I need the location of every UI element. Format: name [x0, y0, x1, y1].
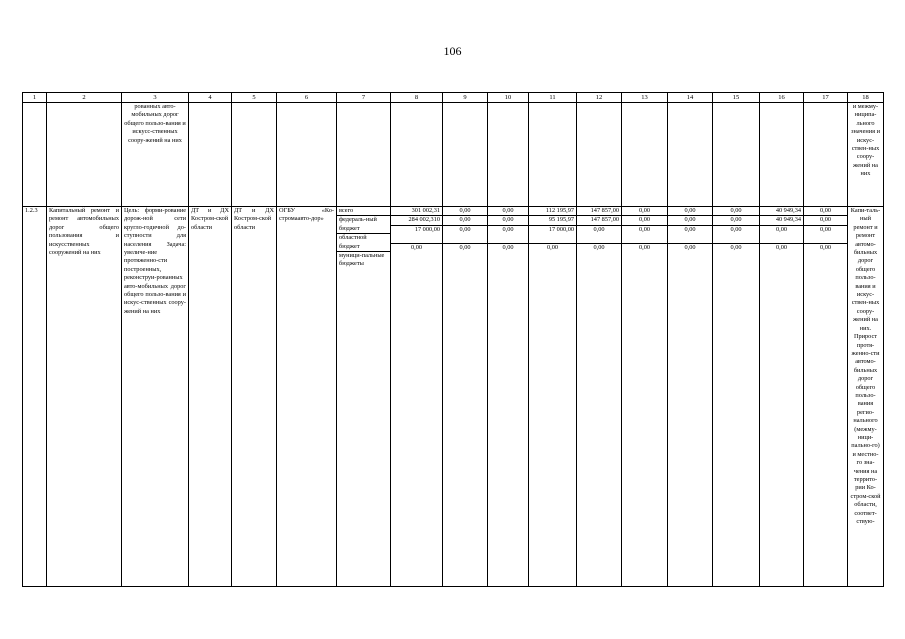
col-header: 14 [668, 93, 713, 103]
col-header: 3 [122, 93, 189, 103]
executor-cell: ДТ и ДХ Костром-ской области [189, 207, 232, 587]
amount-municipal: 0,00 [730, 243, 742, 251]
amount-regional: 0,00 [622, 226, 667, 244]
amount-municipal: 0,00 [502, 243, 514, 251]
amount-federal: 0,00 [804, 216, 847, 225]
amount-regional: 0,00 [713, 226, 759, 244]
amount-total: 301 002,31 [391, 207, 442, 216]
amount-regional: 0,00 [577, 226, 621, 244]
amount-federal: 0,00 [622, 216, 667, 225]
amount-federal: 0,00 [713, 216, 759, 225]
amount-federal: 40 949,34 [760, 216, 803, 225]
col-header: 15 [713, 93, 760, 103]
col-header: 5 [232, 93, 277, 103]
col-header: 16 [760, 93, 804, 103]
result-cell-continued: и межму-ниципа-льного значения и искус-ствен-ных соору-жений на них [848, 103, 884, 207]
amount-federal: 0,00 [668, 216, 712, 225]
amount-regional: 0,00 [804, 226, 847, 244]
amount-federal: 147 857,00 [577, 216, 621, 225]
col-header: 7 [337, 93, 391, 103]
table-row [23, 207, 884, 587]
amount-municipal: 0,00 [410, 243, 423, 251]
amount-federal: 0,00 [443, 216, 487, 225]
amount-col10 [488, 207, 529, 587]
amount-col8 [391, 207, 443, 587]
amount-federal: 95 195,97 [529, 216, 576, 225]
source-total: всего [337, 207, 390, 216]
amount-federal: 284 002,310 [391, 216, 442, 225]
recipient-cell: ОГБУ «Ко-стромаавто-дор» [277, 207, 337, 587]
amount-municipal: 0,00 [593, 243, 605, 251]
amount-col16 [760, 207, 804, 587]
amount-regional: 0,00 [443, 226, 487, 244]
col-header: 6 [277, 93, 337, 103]
amount-municipal: 0,00 [819, 243, 832, 251]
amount-col12 [577, 207, 622, 587]
col-header: 18 [848, 93, 884, 103]
amount-municipal: 0,00 [775, 243, 788, 251]
table-row [23, 103, 884, 207]
amount-col11 [529, 207, 577, 587]
goal-cell: Цель: форми-рование дорож-ной сети кругло-годичной до-ступности для населения Задача: увеличе-ние протяженно-сти построенных, реконструи-рованных авто-мобильных дорог общего пользо-вания и искус-ственных соору-жений на них [122, 207, 189, 587]
amount-total: 147 857,00 [577, 207, 621, 216]
amount-total: 40 949,34 [760, 207, 803, 216]
amount-col9 [443, 207, 488, 587]
amount-federal: 0,00 [488, 216, 528, 225]
source-regional: областной бюджет [337, 234, 390, 252]
amount-total: 0,00 [488, 207, 528, 216]
funding-sources [337, 207, 391, 587]
amount-municipal: 0,00 [684, 243, 696, 251]
amount-regional: 17 000,00 [529, 226, 576, 244]
page-number: 106 [443, 44, 462, 58]
source-federal: федераль-ный бюджет [337, 216, 390, 234]
col-header: 2 [47, 93, 122, 103]
amount-municipal: 0,00 [546, 243, 559, 251]
col-header: 10 [488, 93, 529, 103]
amount-municipal: 0,00 [638, 243, 651, 251]
col-header: 11 [529, 93, 577, 103]
amount-regional: 0,00 [760, 226, 803, 244]
amount-regional: 0,00 [668, 226, 712, 244]
amount-regional: 17 000,00 [391, 226, 442, 244]
amount-municipal: 0,00 [459, 243, 471, 251]
col-header: 17 [804, 93, 848, 103]
amount-col15 [713, 207, 760, 587]
amount-total: 0,00 [668, 207, 712, 216]
amount-total: 0,00 [713, 207, 759, 216]
col-header: 13 [622, 93, 668, 103]
item-name: Капитальный ремонт и ремонт автомобильных дорог общего пользования и искусственных сооружений на них [47, 207, 122, 587]
coexecutor-cell: ДТ и ДХ Костром-ской области [232, 207, 277, 587]
col-header: 4 [189, 93, 232, 103]
col-header: 12 [577, 93, 622, 103]
result-cell: Капи-таль-ный ремонт и ремонт автомо-бильных дорог общего пользо-вания и искус-ствен-ных соору-жений на них. Прирост протя-женно-сти автомо-бильных дорог общего пользо-вания регио-нального (межму-ници-пально-го) и местно-го зна-чения на террито-рии Ко-стром-ской области, соответ-ствую- [848, 207, 884, 587]
amount-col13 [622, 207, 668, 587]
amount-col14 [668, 207, 713, 587]
amount-regional: 0,00 [488, 226, 528, 244]
amount-total: 112 195,97 [529, 207, 576, 216]
source-municipal: муници-пальные бюджеты [339, 252, 385, 268]
col-header: 8 [391, 93, 443, 103]
program-table [22, 92, 884, 587]
item-number: 1.2.3 [23, 207, 47, 587]
col-header: 9 [443, 93, 488, 103]
col-header: 1 [23, 93, 47, 103]
amount-col17 [804, 207, 848, 587]
amount-total: 0,00 [622, 207, 667, 216]
table-header-row [23, 93, 884, 103]
amount-total: 0,00 [443, 207, 487, 216]
goal-cell-continued: рованных авто-мобильных дорог общего пользо-вания и искусс-ственных соору-жений на них [122, 103, 189, 207]
amount-total: 0,00 [804, 207, 847, 216]
